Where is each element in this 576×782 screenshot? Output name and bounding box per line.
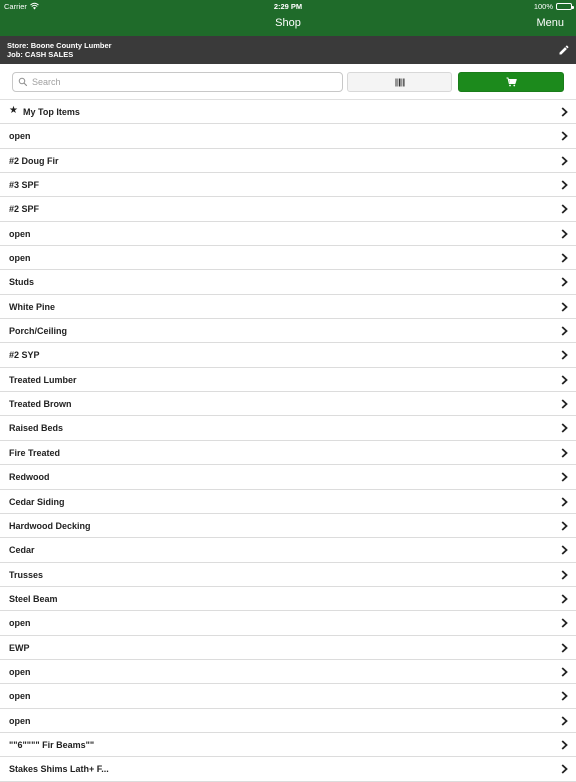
barcode-scan-button[interactable] [347,72,452,92]
category-row[interactable] [0,757,576,781]
category-label: My Top Items [23,107,80,117]
battery-percent: 100% [533,2,553,11]
chevron-right-icon [561,277,568,287]
category-label: White Pine [9,301,56,312]
cart-button[interactable] [458,72,564,92]
category-label: Studs [9,277,35,288]
category-row[interactable] [0,246,576,270]
chevron-right-icon [561,497,568,507]
chevron-right-icon [561,521,568,531]
category-label: open [9,691,31,702]
category-label: open [9,253,31,264]
chevron-right-icon [561,253,568,263]
category-row[interactable] [0,319,576,343]
chevron-right-icon [561,350,568,360]
star-icon: ★ [9,105,18,116]
category-row[interactable] [0,684,576,708]
category-row[interactable] [0,100,576,124]
category-label: #3 SPF [9,180,40,191]
category-label: Treated Brown [9,399,72,410]
category-row[interactable] [0,490,576,514]
category-row[interactable] [0,441,576,465]
category-label: ""6"""" Fir Beams"" [9,739,95,750]
chevron-right-icon [561,448,568,458]
barcode-icon [395,78,405,87]
category-row[interactable] [0,124,576,148]
job-name: Job: CASH SALES [7,50,74,59]
navigation-bar [0,0,576,36]
category-label: #2 SYP [9,350,40,361]
chevron-right-icon [561,229,568,239]
category-row[interactable] [0,222,576,246]
chevron-right-icon [561,204,568,214]
category-label: Treated Lumber [9,374,77,385]
chevron-right-icon [561,618,568,628]
category-row[interactable] [0,465,576,489]
search-field[interactable] [12,72,343,92]
chevron-right-icon [561,570,568,580]
category-row[interactable] [0,563,576,587]
chevron-right-icon [561,180,568,190]
category-label: Stakes Shims Lath+ F... [9,764,109,775]
chevron-right-icon [561,716,568,726]
category-list [0,100,576,782]
category-label: Raised Beds [9,423,64,434]
category-label: Hardwood Decking [9,520,91,531]
category-label: Fire Treated [9,447,61,458]
category-label: EWP [9,642,30,653]
category-row[interactable] [0,416,576,440]
category-label: Trusses [9,569,44,580]
search-toolbar [0,64,576,100]
search-input[interactable] [32,77,332,87]
chevron-right-icon [561,667,568,677]
store-name: Store: Boone County Lumber [7,41,112,50]
chevron-right-icon [561,643,568,653]
chevron-right-icon [561,326,568,336]
pencil-icon[interactable] [558,44,570,56]
chevron-right-icon [561,472,568,482]
chevron-right-icon [561,375,568,385]
category-row[interactable] [0,611,576,635]
category-row[interactable] [0,173,576,197]
chevron-right-icon [561,302,568,312]
chevron-right-icon [561,423,568,433]
category-label: #2 Doug Fir [9,155,59,166]
chevron-right-icon [561,594,568,604]
category-row[interactable] [0,733,576,757]
category-label: open [9,715,31,726]
status-time: 2:29 PM [273,2,303,11]
category-row[interactable] [0,392,576,416]
store-info-bar [0,36,576,64]
status-bar [0,0,576,12]
menu-button[interactable]: Menu [536,17,564,29]
carrier-label: Carrier [4,2,27,11]
magnifier-icon [18,77,28,87]
chevron-right-icon [561,156,568,166]
category-label: Steel Beam [9,593,58,604]
category-label: Redwood [9,472,50,483]
category-label: open [9,131,31,142]
category-label: open [9,228,31,239]
chevron-right-icon [561,764,568,774]
category-label: Porch/Ceiling [9,326,68,337]
category-row[interactable] [0,149,576,173]
cart-icon [506,77,517,87]
chevron-right-icon [561,545,568,555]
store-job-info [7,41,112,59]
category-label: open [9,666,31,677]
category-label: Cedar [9,545,35,556]
chevron-right-icon [561,740,568,750]
category-row[interactable] [0,538,576,562]
category-label: Cedar Siding [9,496,65,507]
category-row[interactable] [0,660,576,684]
chevron-right-icon [561,691,568,701]
category-row[interactable] [0,197,576,221]
category-row[interactable] [0,587,576,611]
category-row[interactable] [0,295,576,319]
chevron-right-icon [561,131,568,141]
battery-status [534,2,572,11]
category-row[interactable] [0,709,576,733]
battery-icon [556,3,572,10]
category-row[interactable] [0,636,576,660]
category-row[interactable] [0,343,576,367]
page-title: Shop [275,17,301,29]
chevron-right-icon [561,399,568,409]
category-label: open [9,618,31,629]
category-label: #2 SPF [9,204,40,215]
chevron-right-icon [561,107,568,117]
category-row[interactable] [0,368,576,392]
category-row[interactable] [0,270,576,294]
category-row[interactable] [0,514,576,538]
